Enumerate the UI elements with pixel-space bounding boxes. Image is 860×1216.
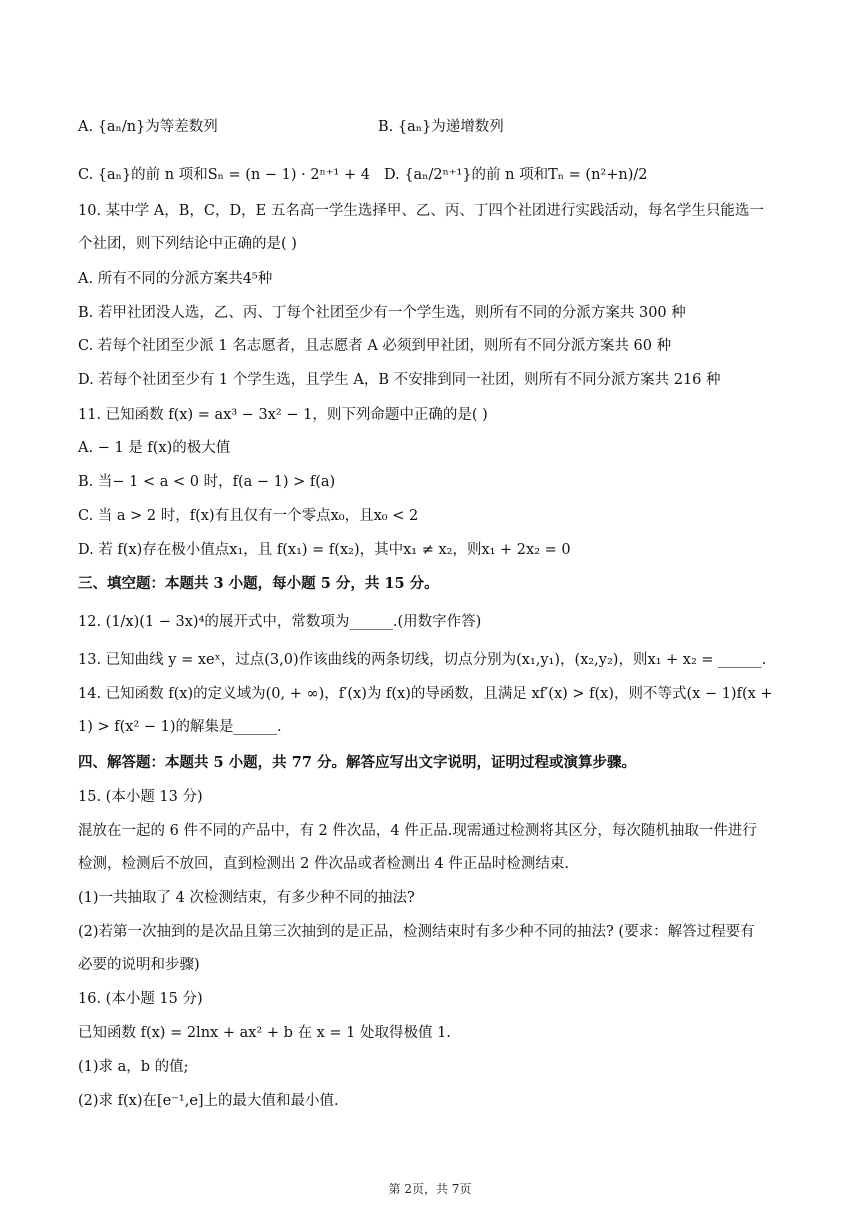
page-footer: 第 2页，共 7页 [388,1182,472,1196]
q15-part2-line2: 必要的说明和步骤) [78,957,200,973]
q16-part1: (1)求 a，b 的值; [78,1059,189,1075]
q13: 13. 已知曲线 y = xeˣ，过点(3,0)作该曲线的两条切线，切点分别为(x₁,y₁)，(x₂,y₂)，则x₁ + x₂ = ______. [78,652,767,668]
q16-body: 已知函数 f(x) = 2lnx + ax² + b 在 x = 1 处取得极值 1. [78,1025,451,1041]
q9-option-b: B. {aₙ}为递增数列 [378,119,504,135]
q11-stem: 11. 已知函数 f(x) = ax³ − 3x² − 1，则下列命题中正确的是( ) [78,407,488,423]
q15-body-line1: 混放在一起的 6 件不同的产品中，有 2 件次品，4 件正品.现需通过检测将其区分，每次随机抽取一件进行 [78,823,757,839]
q11-option-b: B. 当− 1 < a < 0 时，f(a − 1) > f(a) [78,474,336,490]
q11-option-a: A. − 1 是 f(x)的极大值 [78,440,231,456]
q9-option-a: A. {aₙ/n}为等差数列 [78,119,218,135]
q12: 12. (1/x)(1 − 3x)⁴的展开式中，常数项为______.(用数字作答) [78,614,482,630]
q11-option-c: C. 当 a > 2 时，f(x)有且仅有一个零点x₀，且x₀ < 2 [78,508,419,524]
q10-stem-line2: 个社团，则下列结论中正确的是( ) [78,236,297,252]
q10-option-a: A. 所有不同的分派方案共4⁵种 [78,271,273,287]
q11-option-d: D. 若 f(x)存在极小值点x₁，且 f(x₁) = f(x₂)，其中x₁ ≠ x₂，则x₁ + 2x₂ = 0 [78,542,571,558]
q15-part2-line1: (2)若第一次抽到的是次品且第三次抽到的是正品，检测结束时有多少种不同的抽法? (要求：解答过程要有 [78,924,755,940]
q16-part2: (2)求 f(x)在[e⁻¹,e]上的最大值和最小值. [78,1093,339,1109]
q10-option-d: D. 若每个社团至少有 1 个学生选，且学生 A，B 不安排到同一社团，则所有不同分派方案共 216 种 [78,372,721,388]
q14-line2: 1) > f(x² − 1)的解集是______. [78,719,282,735]
q15-heading: 15. (本小题 13 分) [78,789,203,805]
section-3-heading: 三、填空题：本题共 3 小题，每小题 5 分，共 15 分。 [78,575,439,592]
q15-part1: (1)一共抽取了 4 次检测结束，有多少种不同的抽法? [78,890,415,906]
q14-line1: 14. 已知函数 f(x)的定义域为(0, + ∞)，f′(x)为 f(x)的导函数，且满足 xf′(x) > f(x)，则不等式(x − 1)f(x + [78,686,773,702]
q15-body-line2: 检测，检测后不放回，直到检测出 2 件次品或者检测出 4 件正品时检测结束. [78,856,569,872]
section-4-heading: 四、解答题：本题共 5 小题，共 77 分。解答应写出文字说明，证明过程或演算步骤。 [78,754,636,771]
q10-option-b: B. 若甲社团没人选，乙、丙、丁每个社团至少有一个学生选，则所有不同的分派方案共 300 种 [78,305,686,321]
q10-stem-line1: 10. 某中学 A，B，C，D，E 五名高一学生选择甲、乙、丙、丁四个社团进行实践活动，每名学生只能选一 [78,203,764,219]
q9-option-c: C. {aₙ}的前 n 项和Sₙ = (n − 1) · 2ⁿ⁺¹ + 4 [78,167,370,183]
q10-option-c: C. 若每个社团至少派 1 名志愿者，且志愿者 A 必须到甲社团，则所有不同分派方案共 60 种 [78,338,672,354]
q16-heading: 16. (本小题 15 分) [78,991,203,1007]
q9-option-d: D. {aₙ/2ⁿ⁺¹}的前 n 项和Tₙ = (n²+n)/2 [384,167,648,183]
